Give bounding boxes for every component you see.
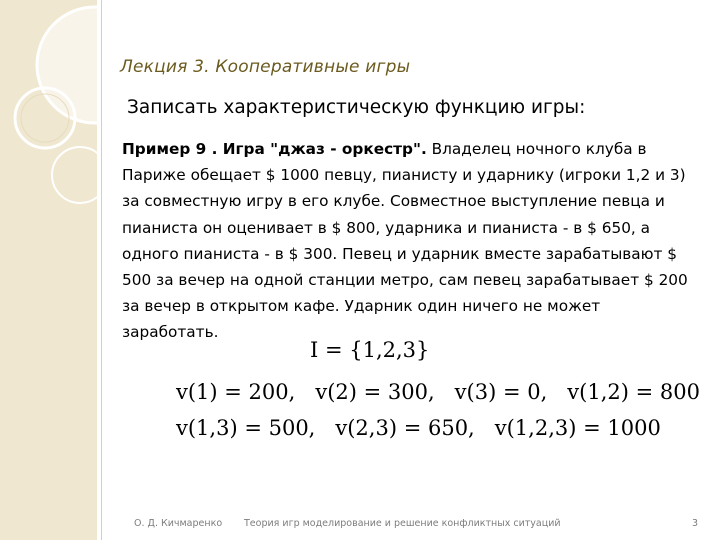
footer-title: Теория игр моделирование и решение конфликтных ситуаций	[244, 518, 561, 529]
decorative-circles	[0, 0, 97, 540]
characteristic-function-line-2: v(1,3) = 500, v(2,3) = 650, v(1,2,3) = 1000	[176, 416, 661, 440]
slide-header: Лекция 3. Кооперативные игры	[120, 57, 411, 77]
page-number: 3	[692, 518, 699, 529]
characteristic-function-line-1: v(1) = 200, v(2) = 300, v(3) = 0, v(1,2) = 800	[176, 380, 700, 404]
example-body: Владелец ночного клуба в Париже обещает $ 1000 певцу, пианисту и ударнику (игроки 1,2 и 3) за совместную игру в его клубе. Совместное выступление певца и пианиста он оценивает в $ 800, ударника и пианиста - в $ 650, а одного пианиста - в $ 300. Певец и ударник вместе зарабатывают $ 500 за вечер на одной станции метро, сам певец зарабатывает $ 200 за вечер в открытом кафе. Ударник один ничего не может заработать.	[122, 140, 688, 342]
example-lead: Пример 9 . Игра "джаз - оркестр".	[122, 140, 427, 158]
player-set-formula: I = {1,2,3}	[310, 338, 430, 362]
divider-line	[97, 0, 99, 540]
footer-author: О. Д. Кичмаренко	[134, 518, 223, 529]
slide-subtitle: Записать характеристическую функцию игры:	[127, 97, 586, 118]
divider-line-thin	[101, 0, 102, 540]
decorative-left-band	[0, 0, 97, 540]
example-paragraph	[122, 136, 692, 346]
